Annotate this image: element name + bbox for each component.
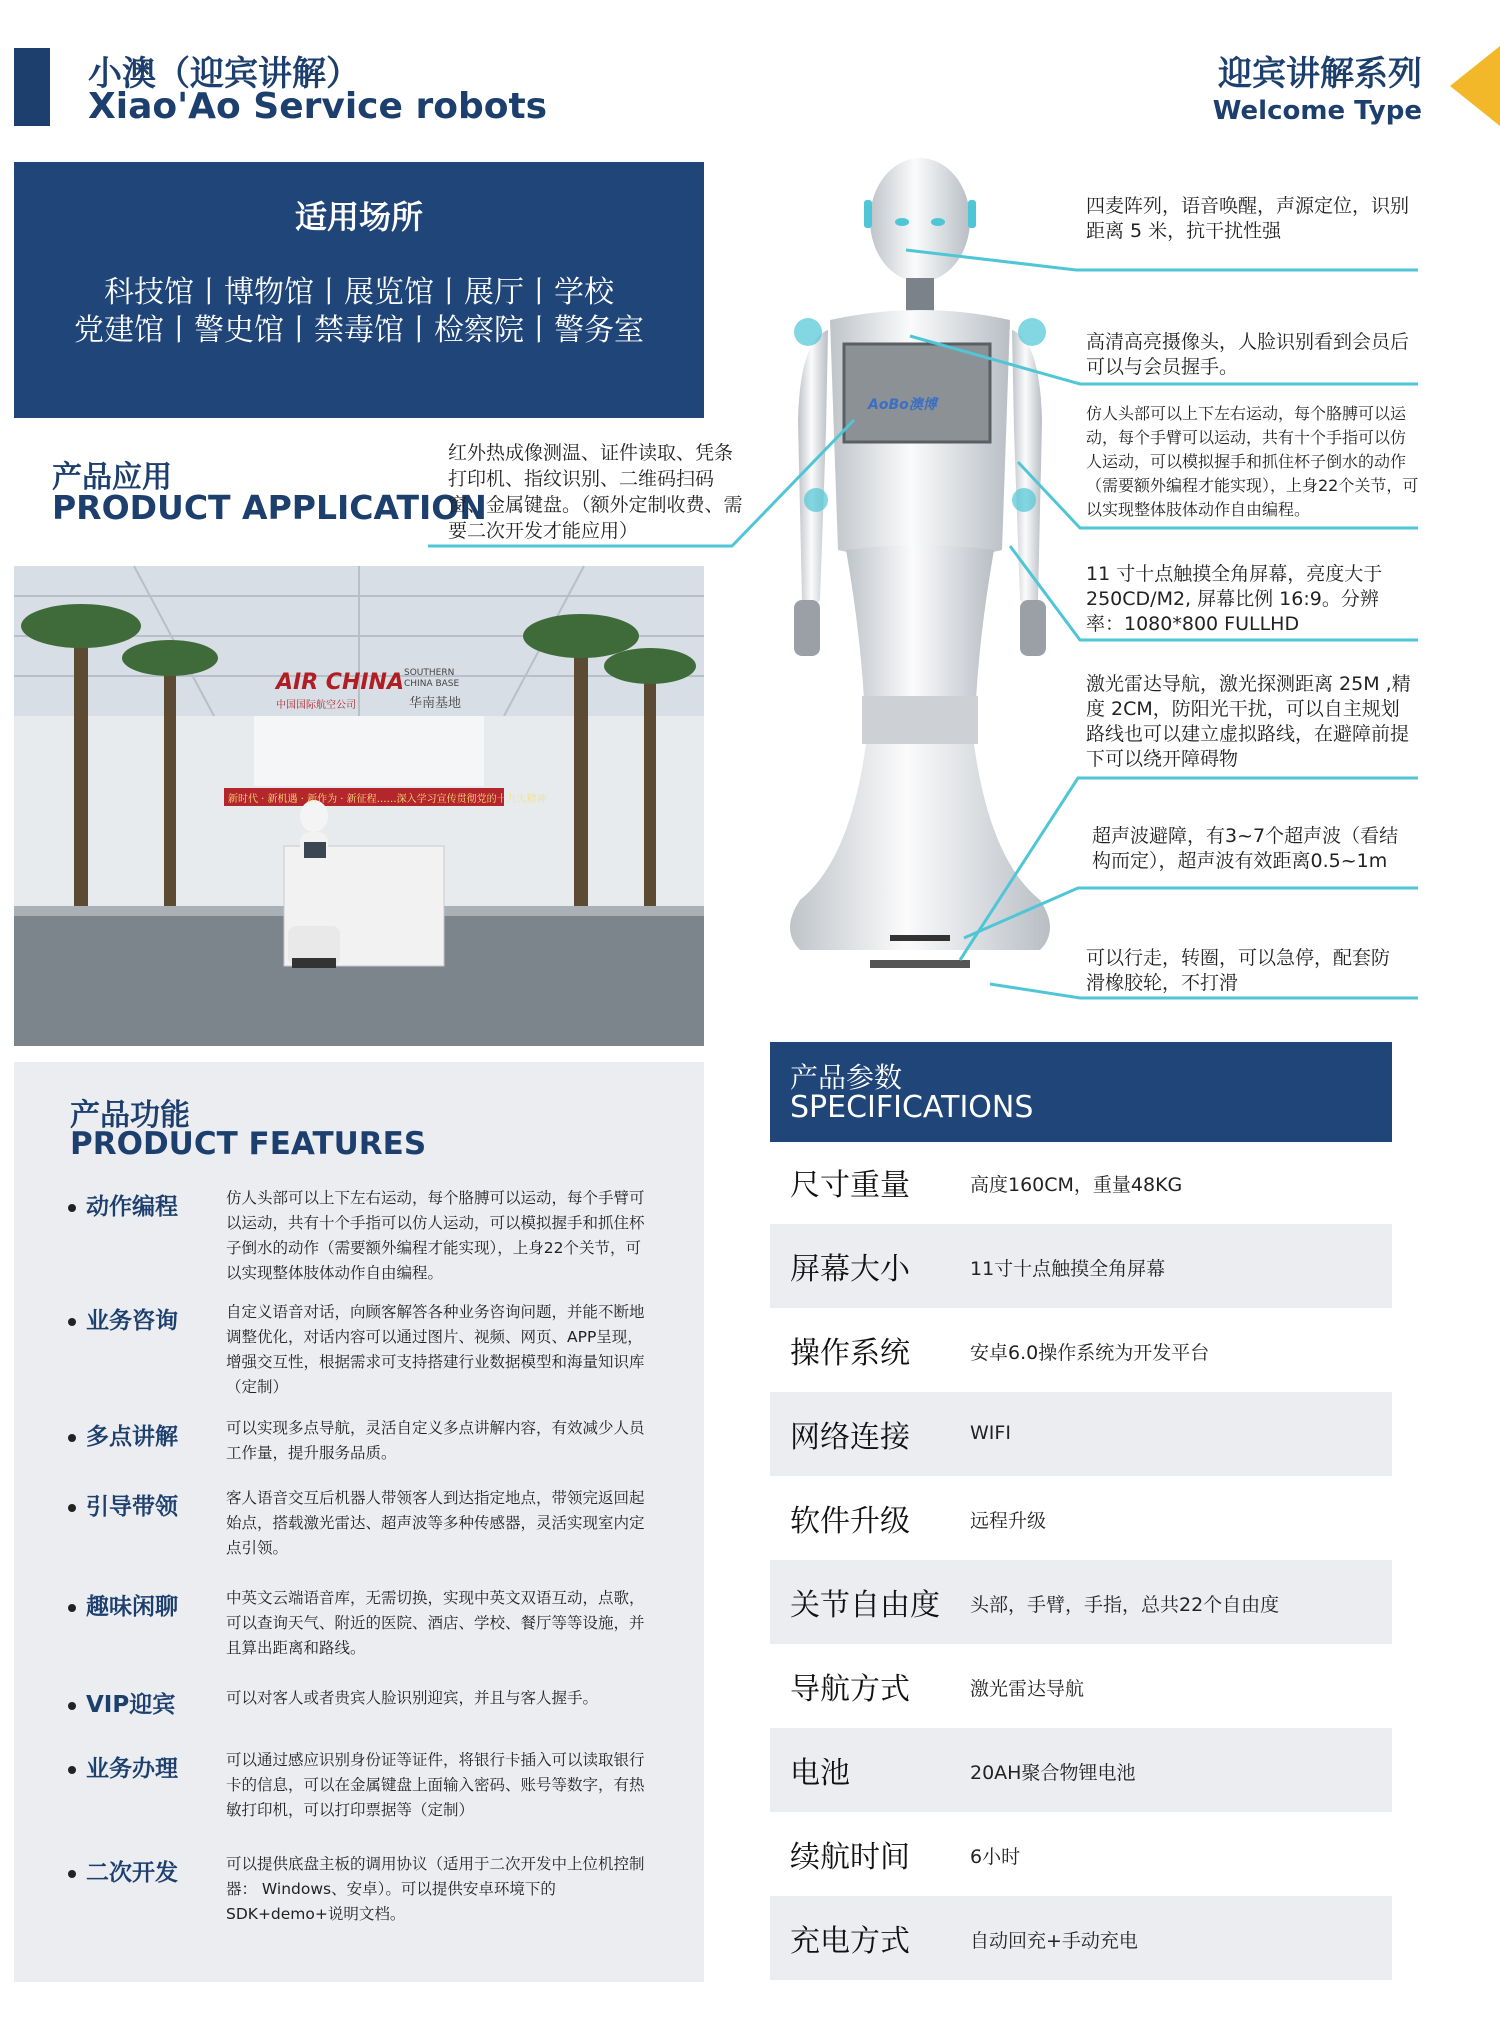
spec-key: 电池 <box>790 1756 850 1791</box>
air-china-sub-cn: 华南基地 <box>409 696 462 711</box>
spec-row <box>770 1896 1392 1980</box>
venues-heading: 适用场所 <box>294 198 423 236</box>
spec-value: 头部，手臂，手指，总共22个自由度 <box>970 1594 1280 1616</box>
air-china-cn: 中国国际航空公司 <box>276 700 356 711</box>
spec-key: 操作系统 <box>790 1336 910 1371</box>
feature-name: 业务咨询 <box>86 1308 178 1334</box>
feature-name: 业务办理 <box>86 1756 178 1782</box>
spec-key: 屏幕大小 <box>790 1252 910 1287</box>
robot-note-lidar: 激光雷达导航，激光探测距离 25M ,精度 2CM，防阳光干扰，可以自主规划路线也可以建立虚拟路线，在避障前提下可以绕开障碍物 <box>1086 673 1411 770</box>
lobby-banner: 新时代 · 新机遇 · 新作为 · 新征程……深入学习宣传贯彻党的十九大精神 <box>228 794 547 805</box>
feature-name: 引导带领 <box>86 1494 178 1520</box>
spec-value: 远程升级 <box>970 1510 1047 1532</box>
application-title-cn: 产品应用 <box>52 460 172 495</box>
spec-value: WIFI <box>970 1422 1011 1444</box>
features-title-en: PRODUCT FEATURES <box>70 1126 427 1162</box>
feature-desc: 自定义语音对话，向顾客解答各种业务咨询问题，并能不断地调整优化，对话内容可以通过图片、视频、网页、APP呈现，增强交互性，根据需求可支持搭建行业数据模型和海量知识库（定制） <box>226 1303 645 1396</box>
application-title-en: PRODUCT APPLICATION <box>52 488 487 527</box>
spec-key: 网络连接 <box>790 1420 910 1455</box>
robot-note-mic: 四麦阵列，语音唤醒，声源定位，识别距离 5 米，抗干扰性强 <box>1086 195 1410 242</box>
air-china-sub-en: SOUTHERN CHINA BASE <box>404 668 460 689</box>
robot-note-joints: 仿人头部可以上下左右运动，每个胳膊可以运动，每个手臂可以运动，共有十个手指可以仿人运动，可以模拟握手和抓住杯子倒水的动作（需要额外编程才能实现），上身22个关节，可以实现整体肢体动作自由编程。 <box>1086 404 1419 519</box>
feature-desc: 可以通过感应识别身份证等证件，将银行卡插入可以读取银行卡的信息，可以在金属键盘上面输入密码、账号等数字，有热敏打印机，可以打印票据等（定制） <box>226 1751 645 1819</box>
venues-line-2: 党建馆丨警史馆丨禁毒馆丨检察院丨警务室 <box>74 313 644 348</box>
application-note: 红外热成像测温、证件读取、凭条打印机、指纹识别、二维码扫码窗、金属键盘。（额外定制收费、需要二次开发才能应用） <box>448 442 743 542</box>
spec-value: 自动回充+手动充电 <box>970 1930 1138 1952</box>
spec-row <box>770 1224 1392 1308</box>
air-china-logo-text: AIR CHINA <box>276 670 404 695</box>
spec-key: 尺寸重量 <box>790 1168 910 1203</box>
robot-note-wheels: 可以行走，转圈，可以急停，配套防滑橡胶轮，不打滑 <box>1086 947 1391 994</box>
feature-desc: 可以提供底盘主板的调用协议（适用于二次开发中上位机控制器： Windows、安卓）。可以提供安卓环境下的SDK+demo+说明文档。 <box>226 1855 645 1923</box>
feature-desc: 可以实现多点导航，灵活自定义多点讲解内容，有效减少人员工作量，提升服务品质。 <box>226 1419 645 1462</box>
robot-brand-logo: AoBo澳博 <box>868 397 937 413</box>
robot-note-ultrasonic: 超声波避障，有3~7个超声波（看结构而定），超声波有效距离0.5~1m <box>1092 825 1399 872</box>
spec-row <box>770 1644 1392 1728</box>
spec-row <box>770 1140 1392 1224</box>
spec-row <box>770 1476 1392 1560</box>
spec-value: 20AH聚合物锂电池 <box>970 1762 1136 1784</box>
series-title-en: Welcome Type <box>1212 96 1422 126</box>
feature-desc: 中英文云端语音库，无需切换，实现中英文双语互动，点歌，可以查询天气、附近的医院、酒店、学校、餐厅等等设施，并且算出距离和路线。 <box>226 1589 645 1657</box>
spec-value: 11寸十点触摸全角屏幕 <box>970 1258 1166 1280</box>
feature-name: 趣味闲聊 <box>86 1594 178 1620</box>
feature-name: 二次开发 <box>86 1860 178 1886</box>
spec-value: 激光雷达导航 <box>970 1678 1085 1700</box>
spec-value: 6小时 <box>970 1846 1021 1868</box>
feature-desc: 客人语音交互后机器人带领客人到达指定地点，带领完返回起始点，搭载激光雷达、超声波等多种传感器，灵活实现室内定点引领。 <box>226 1489 645 1557</box>
spec-key: 软件升级 <box>790 1504 910 1539</box>
spec-row <box>770 1728 1392 1812</box>
feature-name: 动作编程 <box>86 1194 178 1220</box>
page-title-en: Xiao'Ao Service robots <box>88 86 548 127</box>
robot-note-camera: 高清高亮摄像头，人脸识别看到会员后可以与会员握手。 <box>1086 331 1410 378</box>
robot-note-screen: 11 寸十点触摸全角屏幕，亮度大于 250CD/M2, 屏幕比例 16:9。分辨率：1080*800 FULLHD <box>1086 563 1383 635</box>
spec-key: 关节自由度 <box>790 1588 940 1623</box>
feature-desc: 仿人头部可以上下左右运动，每个胳膊可以运动，每个手臂可以运动，共有十个手指可以仿人运动，可以模拟握手和抓住杯子倒水的动作（需要额外编程才能实现），上身22个关节，可以实现整体肢体动作自由编程。 <box>226 1189 645 1282</box>
feature-name: 多点讲解 <box>86 1424 178 1450</box>
spec-row <box>770 1812 1392 1896</box>
specs-header <box>770 1042 1392 1142</box>
feature-desc: 可以对客人或者贵宾人脸识别迎宾，并且与客人握手。 <box>226 1689 599 1707</box>
spec-value: 高度160CM，重量48KG <box>970 1174 1183 1196</box>
features-title-cn: 产品功能 <box>70 1098 190 1133</box>
spec-key: 充电方式 <box>790 1924 910 1959</box>
spec-key: 导航方式 <box>790 1672 910 1707</box>
specs-title-en: SPECIFICATIONS <box>790 1090 1034 1125</box>
spec-row <box>770 1560 1392 1644</box>
spec-row <box>770 1392 1392 1476</box>
spec-key: 续航时间 <box>790 1840 910 1875</box>
specs-title-cn: 产品参数 <box>790 1061 903 1094</box>
series-title-cn: 迎宾讲解系列 <box>1218 54 1422 94</box>
spec-value: 安卓6.0操作系统为开发平台 <box>970 1342 1210 1364</box>
venues-line-1: 科技馆丨博物馆丨展览馆丨展厅丨学校 <box>104 275 614 310</box>
page-title-cn: 小澳（迎宾讲解） <box>88 54 360 94</box>
spec-row <box>770 1308 1392 1392</box>
feature-name: VIP迎宾 <box>86 1692 176 1718</box>
